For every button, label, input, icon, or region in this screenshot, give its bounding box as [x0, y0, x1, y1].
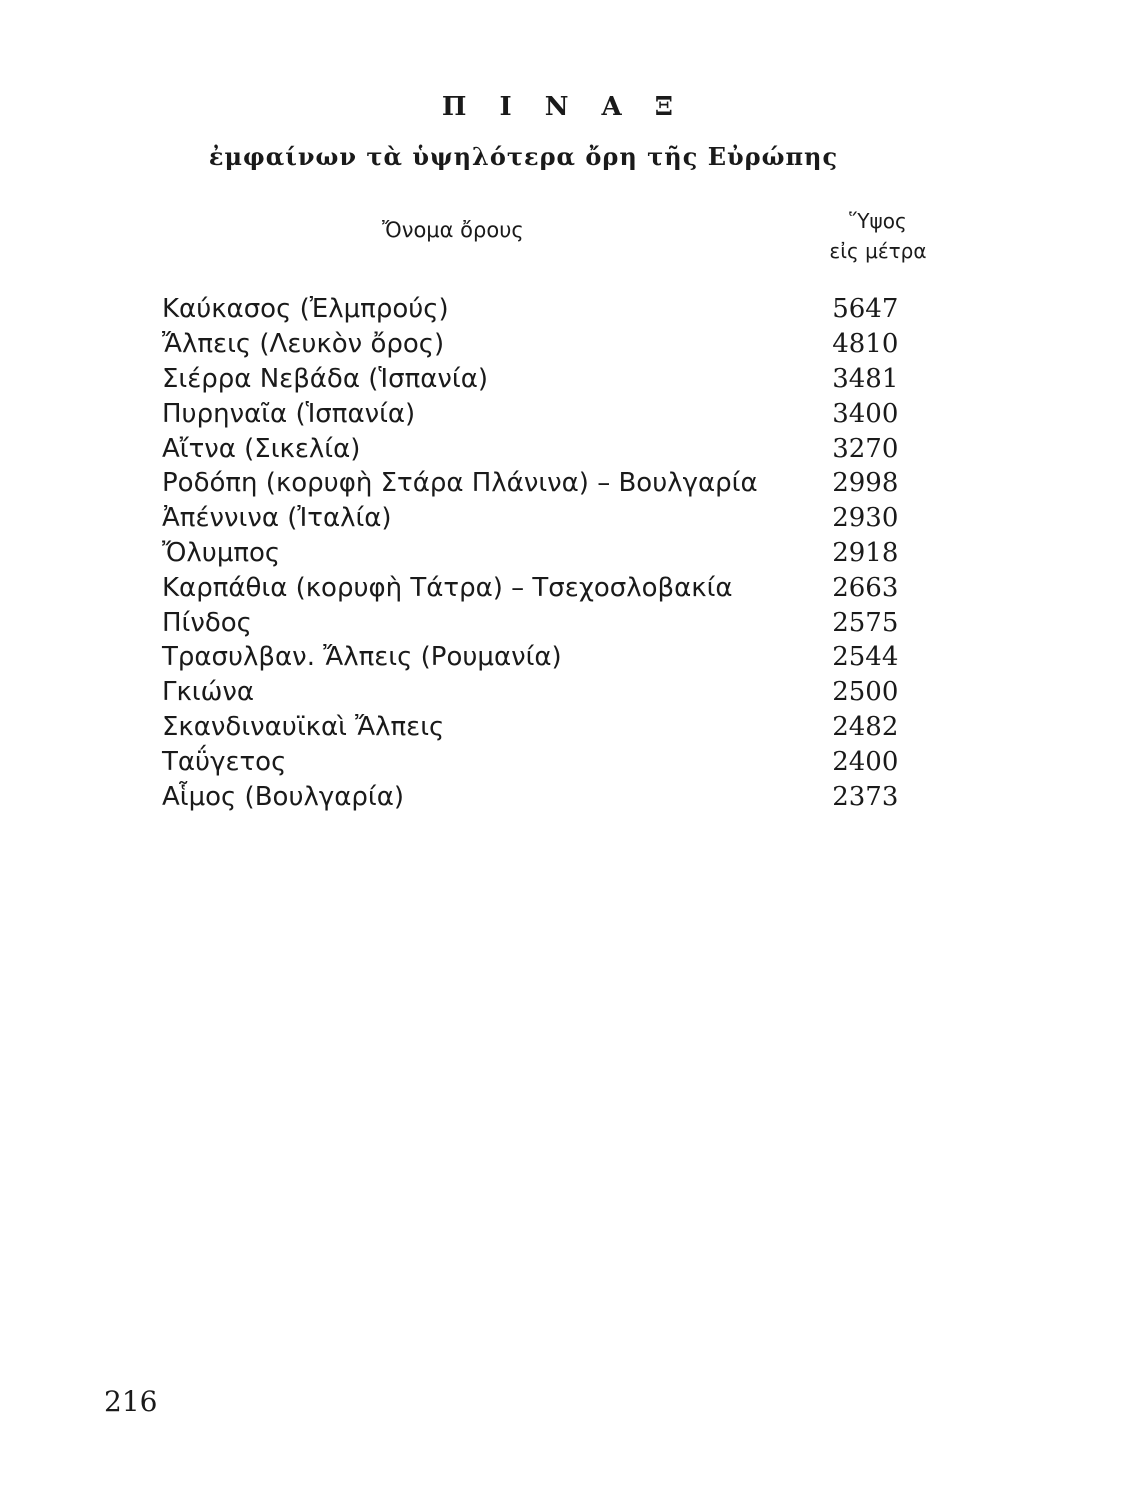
mountain-height: 2400 [832, 746, 899, 777]
mountain-height: 3400 [832, 398, 899, 429]
table-row [162, 675, 902, 710]
mountain-height: 3481 [832, 363, 899, 394]
mountain-name: Αἴτνα (Σικελία) [162, 433, 361, 464]
column-header-height [818, 206, 938, 266]
mountain-name: Ἄλπεις (Λευκὸν ὄρος) [162, 329, 445, 360]
mountain-height: 2918 [832, 537, 899, 568]
table-row [162, 396, 902, 431]
table-row [162, 327, 902, 362]
mountain-height: 2930 [832, 503, 899, 534]
column-header-name: Ὄνομα ὄρους [382, 218, 524, 242]
mountain-name: Πυρηναῖα (Ἱσπανία) [162, 398, 416, 429]
mountains-table [162, 292, 902, 814]
table-row [162, 466, 902, 501]
mountain-name: Καύκασος (Ἐλμπρούς) [162, 294, 449, 325]
table-row [162, 570, 902, 605]
mountain-height: 2575 [832, 607, 899, 638]
table-row [162, 779, 902, 814]
table-row [162, 501, 902, 536]
table-row [162, 640, 902, 675]
table-row [162, 710, 902, 745]
mountain-name: Καρπάθια (κορυφὴ Τάτρα) – Τσεχοσλοβακία [162, 572, 733, 603]
table-row [162, 605, 902, 640]
mountain-name: Ὄλυμπος [162, 537, 281, 568]
mountain-height: 2482 [832, 711, 899, 742]
mountain-height: 2663 [832, 572, 899, 603]
mountain-name: Ἀπέννινα (Ἰταλία) [162, 503, 392, 534]
table-row [162, 362, 902, 397]
mountain-height: 2998 [832, 468, 899, 499]
column-header-height-line1: Ὕψος [849, 209, 907, 233]
mountain-height: 2544 [832, 642, 899, 673]
page-title: Π Ι Ν Α Ξ [441, 92, 686, 122]
page-subtitle: ἐμφαίνων τὰ ὑψηλότερα ὄρη τῆς Εὐρώπης [208, 142, 839, 171]
mountain-name: Τρασυλβαν. Ἄλπεις (Ρουμανία) [162, 642, 562, 673]
mountain-name: Σιέρρα Νεβάδα (Ἱσπανία) [162, 363, 488, 394]
table-row [162, 536, 902, 571]
mountain-height: 3270 [832, 433, 899, 464]
mountain-name: Ροδόπη (κορυφὴ Στάρα Πλάνινα) – Βουλγαρία [162, 468, 758, 499]
column-header-height-line2: εἰς μέτρα [829, 239, 927, 263]
mountain-height: 2373 [832, 781, 899, 812]
table-row [162, 431, 902, 466]
table-row [162, 292, 902, 327]
mountain-height: 4810 [832, 329, 899, 360]
page-number: 216 [104, 1385, 158, 1418]
mountain-name: Πίνδος [162, 607, 252, 638]
mountain-name: Σκανδιναυϊκαὶ Ἄλπεις [162, 711, 445, 742]
table-row [162, 744, 902, 779]
mountain-height: 5647 [832, 294, 899, 325]
mountain-name: Γκιώνα [162, 677, 255, 708]
mountain-name: Αἷμος (Βουλγαρία) [162, 781, 404, 812]
mountain-name: Ταΰγετος [162, 746, 287, 777]
mountain-height: 2500 [832, 677, 899, 708]
